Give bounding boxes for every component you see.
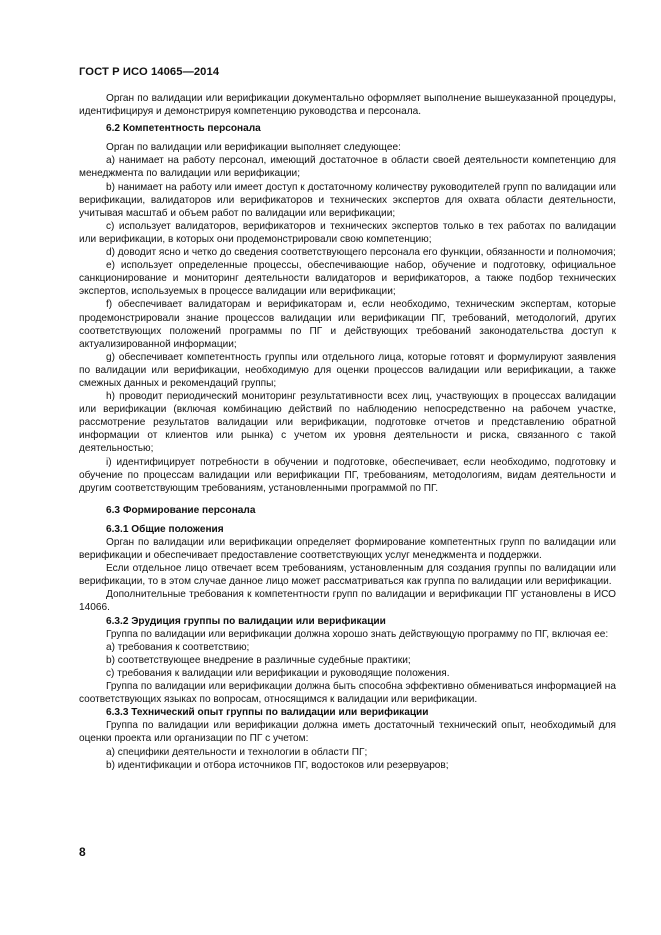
paragraph: Группа по валидации или верификации должна иметь достаточный технический опыт, необходимый для оценки проекта или организации по ПГ с учетом: <box>79 720 616 745</box>
list-item: d) доводит ясно и четко до сведения соответствующего персонала его функции, обязанности и полномочия; <box>106 247 616 259</box>
paragraph: Дополнительные требования к компетентности групп по валидации и верификации ПГ установлены в ИСО 14066. <box>79 589 616 614</box>
list-item: b) идентификации и отбора источников ПГ, водостоков или резервуаров; <box>106 759 449 771</box>
section-6-2-lead: Орган по валидации или верификации выполняет следующее: <box>106 142 401 154</box>
page-number: 8 <box>79 845 86 859</box>
list-item: g) обеспечивает компетентность группы или отдельного лица, которые готовят и формулируют заявления по валидации или верификации, необходимую для оценки процессов валидации или верификации, а также смежных данных и рекомендаций группы; <box>79 351 616 389</box>
list-item: c) использует валидаторов, верификаторов и технических экспертов только в тех работах по валидации или верификации, в которых они продемонстрировали свою компетенцию; <box>79 220 616 245</box>
subsection-heading-6-3-3: 6.3.3 Технический опыт группы по валидации или верификации <box>106 707 429 719</box>
list-item: f) обеспечивает валидаторам и верификаторам и, если необходимо, техническим экспертам, которые продемонстрировали знание процессов валидации или верификации ПГ, требований, методологий, других соответствующих положений программы по ПГ и действующих требований законодательства доступ к актуализированной информации; <box>79 299 616 350</box>
paragraph: Орган по валидации или верификации определяет формирование компетентных групп по валидации или верификации и обеспечивает предоставление соответствующих услуг менеджмента и поддержки. <box>79 537 616 562</box>
paragraph: Группа по валидации или верификации должна хорошо знать действующую программу по ПГ, включая ее: <box>106 628 609 640</box>
list-item: b) соответствующее внедрение в различные судебные практики; <box>106 654 411 666</box>
subsection-heading-6-3-2: 6.3.2 Эрудиция группы по валидации или верификации <box>106 615 386 627</box>
list-item: a) нанимает на работу персонал, имеющий достаточное в области своей деятельности компетенцию для менеджмента по валидации или верификации; <box>79 155 616 180</box>
section-heading-6-2: 6.2 Компетентность персонала <box>106 123 261 135</box>
intro-paragraph: Орган по валидации или верификации документально оформляет выполнение вышеуказанной процедуры, идентифицируя и демонстрируя компетенцию руководства и персонала. <box>79 93 616 118</box>
document-body <box>79 92 616 772</box>
list-item: a) специфики деятельности и технологии в области ПГ; <box>106 746 368 758</box>
subsection-heading-6-3-1: 6.3.1 Общие положения <box>106 523 224 535</box>
list-item: a) требования к соответствию; <box>106 641 250 653</box>
list-item: e) использует определенные процессы, обеспечивающие набор, обучение и подготовку, официальное санкционирование и мониторинг деятельности валидаторов и верификаторов, а также подбор технических экспертов, используемых в процессе валидации или верификации; <box>79 260 616 298</box>
standard-header: ГОСТ Р ИСО 14065—2014 <box>79 66 220 78</box>
paragraph: Группа по валидации или верификации должна быть способна эффективно обмениваться информацией на соответствующих языках по вопросам, относящимся к валидации или верификации. <box>79 681 616 706</box>
paragraph: Если отдельное лицо отвечает всем требованиям, установленным для создания группы по валидации или верификации, то в этом случае данное лицо может рассматриваться как группа по валидации или верификации. <box>79 563 616 588</box>
list-item: b) нанимает на работу или имеет доступ к достаточному количеству руководителей групп по валидации или верификации, валидаторов или верификаторов и технических экспертов для охвата области деятельности, учитывая масштаб и объем работ по валидации или верификации; <box>79 181 616 219</box>
list-item: h) проводит периодический мониторинг результативности всех лиц, участвующих в процессах валидации или верификации (включая комбинацию действий по наблюдению непосредственно на рабочем участке, рассмотрение результатов валидации или верификации, подготовке отчетов и представлению обратной информации от клиентов или рынка) с учетом их уровня деятельности и риска, связанного с такой деятельностью; <box>79 391 616 455</box>
list-item: i) идентифицирует потребности в обучении и подготовке, обеспечивает, если необходимо, подготовку и обучение по процессам валидации или верификации ПГ, требованиям, методологиям, видам деятельности и другим соответствующим требованиям, установленными программой по ПГ. <box>79 456 616 494</box>
section-heading-6-3: 6.3 Формирование персонала <box>106 504 256 516</box>
list-item: c) требования к валидации или верификации и руководящие положения. <box>106 667 450 679</box>
